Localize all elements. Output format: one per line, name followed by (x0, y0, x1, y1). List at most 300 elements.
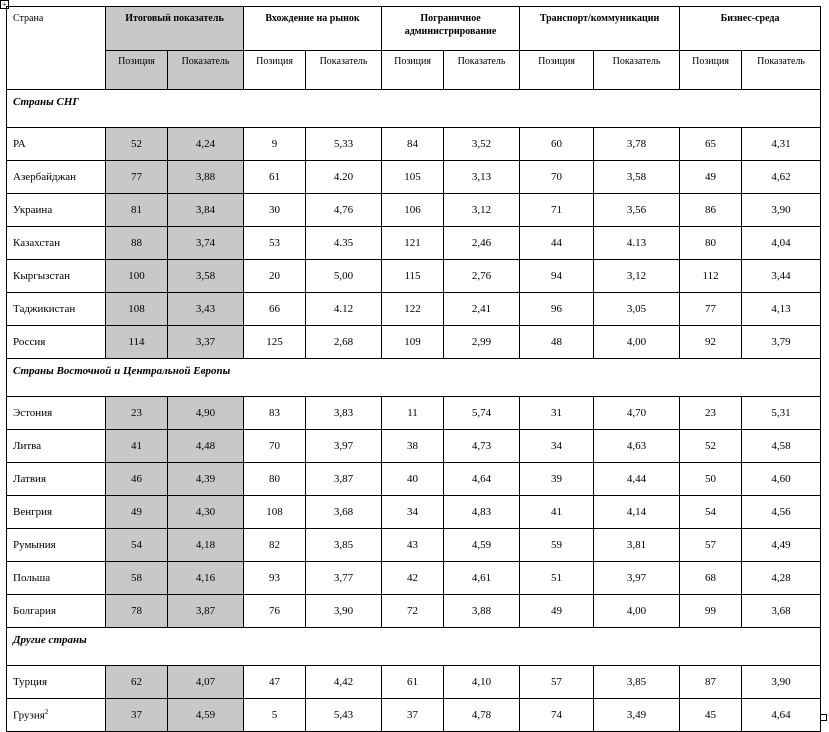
position-cell (244, 293, 306, 326)
cell-text: 4,73 (471, 440, 492, 452)
cell-text: 4,00 (626, 605, 647, 617)
cell-text: 3,68 (333, 506, 354, 518)
cell-text: Украина (13, 204, 53, 216)
cell-text: 77 (705, 303, 717, 315)
cell-text: 77 (131, 171, 142, 183)
footnote-mark: 2 (44, 708, 49, 717)
value-cell (742, 326, 821, 359)
value-cell (742, 666, 821, 699)
cell-text: 4,39 (195, 473, 216, 485)
cell-text: 4,16 (195, 572, 216, 584)
cell-text: 88 (131, 237, 142, 249)
position-cell (680, 227, 742, 260)
cell-text: 52 (131, 138, 142, 150)
cell-text: 4,76 (333, 204, 354, 216)
table-row (7, 128, 821, 161)
value-cell (594, 194, 680, 227)
cell-text: 3,13 (471, 171, 492, 183)
value-cell (444, 260, 520, 293)
cell-text: 3,58 (626, 171, 647, 183)
cell-text: 3,87 (195, 605, 216, 617)
cell-text: 4.20 (333, 171, 354, 183)
cell-text: 81 (131, 204, 142, 216)
position-cell (520, 496, 594, 529)
cell-text: 125 (266, 336, 283, 348)
position-cell (680, 128, 742, 161)
cell-text: 109 (404, 336, 421, 348)
value-cell (444, 595, 520, 628)
cell-text: 9 (271, 138, 278, 150)
cell-text: 4,30 (195, 506, 216, 518)
section-row (7, 628, 821, 666)
cell-text: 3,77 (333, 572, 354, 584)
value-cell (594, 666, 680, 699)
table-row (7, 194, 821, 227)
cell-text: 4,49 (771, 539, 791, 551)
position-cell (520, 227, 594, 260)
cell-text: 4,18 (195, 539, 216, 551)
value-cell (742, 260, 821, 293)
country-name (7, 227, 106, 260)
cell-text: 65 (705, 138, 717, 150)
cell-text: 34 (407, 506, 419, 518)
value-cell (742, 595, 821, 628)
value-cell (444, 496, 520, 529)
position-cell (382, 529, 444, 562)
header-position: Позиция (244, 51, 306, 90)
country-name (7, 496, 106, 529)
value-cell (306, 595, 382, 628)
cell-text: 3,90 (771, 204, 791, 216)
position-cell (680, 260, 742, 293)
table-row (7, 430, 821, 463)
position-cell (520, 128, 594, 161)
value-cell (742, 397, 821, 430)
cell-text: 57 (705, 539, 717, 551)
table-row (7, 227, 821, 260)
cell-text: 47 (269, 676, 281, 688)
cell-text: Румыния (13, 539, 56, 551)
cell-text: 3,74 (195, 237, 216, 249)
position-cell (244, 194, 306, 227)
position-cell (106, 562, 168, 595)
value-cell (444, 666, 520, 699)
header-position: Позиция (382, 51, 444, 90)
cell-text: 3,12 (626, 270, 647, 282)
position-cell (680, 666, 742, 699)
position-cell (106, 326, 168, 359)
cell-text: 4,64 (771, 709, 791, 721)
cell-text: 4,61 (471, 572, 492, 584)
value-cell (594, 260, 680, 293)
cell-text: 82 (269, 539, 281, 551)
table-move-handle-icon[interactable]: + (0, 0, 9, 9)
value-cell (594, 496, 680, 529)
cell-text: 53 (269, 237, 281, 249)
position-cell (244, 227, 306, 260)
cell-text: 92 (705, 336, 717, 348)
position-cell (382, 463, 444, 496)
value-cell (306, 260, 382, 293)
cell-text: Венгрия (13, 506, 53, 518)
position-cell (244, 260, 306, 293)
position-cell (680, 293, 742, 326)
value-cell (306, 430, 382, 463)
country-name (7, 562, 106, 595)
cell-text: 2,41 (471, 303, 492, 315)
cell-text: 4,28 (771, 572, 791, 584)
cell-text: 68 (705, 572, 717, 584)
value-cell (168, 397, 244, 430)
cell-text: 58 (131, 572, 142, 584)
cell-text: 4.13 (626, 237, 647, 249)
value-cell (168, 326, 244, 359)
cell-text: Азербайджан (13, 171, 77, 183)
position-cell (680, 430, 742, 463)
cell-text: 49 (705, 171, 717, 183)
cell-text: 115 (404, 270, 421, 282)
position-cell (520, 194, 594, 227)
cell-text: 108 (128, 303, 145, 315)
position-cell (382, 128, 444, 161)
header-position: Позиция (680, 51, 742, 90)
cell-text: 74 (551, 709, 563, 721)
value-cell (306, 666, 382, 699)
position-cell (520, 293, 594, 326)
value-cell (168, 595, 244, 628)
cell-text: 4.12 (333, 303, 354, 315)
position-cell (106, 595, 168, 628)
value-cell (444, 397, 520, 430)
cell-text: Турция (13, 676, 48, 688)
cell-text: 59 (551, 539, 563, 551)
cell-text: 5,74 (471, 407, 492, 419)
cell-text: 80 (269, 473, 281, 485)
table-row (7, 326, 821, 359)
position-cell (520, 430, 594, 463)
cell-text: Польша (13, 572, 51, 584)
cell-text: 3,90 (771, 676, 791, 688)
position-cell (520, 260, 594, 293)
cell-text: 23 (131, 407, 142, 419)
cell-text: 96 (551, 303, 563, 315)
value-cell (742, 463, 821, 496)
cell-text: 4,90 (195, 407, 216, 419)
cell-text: 62 (131, 676, 142, 688)
cell-text: Казахстан (13, 237, 61, 249)
value-cell (168, 496, 244, 529)
cell-text: 60 (551, 138, 563, 150)
table-row (7, 293, 821, 326)
cell-text: Грузия (13, 709, 45, 722)
cell-text: 99 (705, 605, 717, 617)
cell-text: 84 (407, 138, 419, 150)
cell-text: 50 (705, 473, 717, 485)
position-cell (244, 666, 306, 699)
table-row (7, 463, 821, 496)
cell-text: 3,88 (195, 171, 216, 183)
cell-text: 4,00 (626, 336, 647, 348)
cell-text: 4,48 (195, 440, 216, 452)
cell-text: 71 (551, 204, 563, 216)
cell-text: Литва (13, 440, 42, 452)
cell-text: 5,33 (333, 138, 354, 150)
value-cell (742, 529, 821, 562)
header-position: Позиция (520, 51, 594, 90)
cell-text: 38 (407, 440, 419, 452)
cell-text: Кыргызстан (13, 270, 71, 282)
value-cell (594, 227, 680, 260)
position-cell (382, 496, 444, 529)
value-cell (444, 562, 520, 595)
header-group: Бизнес-среда (680, 7, 821, 51)
position-cell (106, 397, 168, 430)
section-title: Другие страны (7, 628, 821, 666)
section-title: Страны Восточной и Центральной Европы (7, 359, 821, 397)
position-cell (520, 326, 594, 359)
value-cell (594, 595, 680, 628)
value-cell (444, 194, 520, 227)
cell-text: 105 (404, 171, 421, 183)
position-cell (680, 326, 742, 359)
country-name (7, 326, 106, 359)
header-value: Показатель (168, 51, 244, 90)
cell-text: 31 (551, 407, 563, 419)
cell-text: 37 (407, 709, 419, 721)
country-name (7, 194, 106, 227)
country-name (7, 128, 106, 161)
cell-text: 54 (705, 506, 717, 518)
cell-text: 4,07 (195, 676, 216, 688)
position-cell (106, 194, 168, 227)
cell-text: 43 (407, 539, 419, 551)
value-cell (444, 128, 520, 161)
cell-text: 3,52 (471, 138, 492, 150)
position-cell (680, 463, 742, 496)
value-cell (306, 227, 382, 260)
position-cell (244, 430, 306, 463)
cell-text: 41 (131, 440, 142, 452)
position-cell (520, 562, 594, 595)
position-cell (244, 397, 306, 430)
ranking-table (6, 6, 821, 732)
value-cell (444, 430, 520, 463)
cell-text: Болгария (13, 605, 57, 617)
position-cell (520, 595, 594, 628)
value-cell (168, 562, 244, 595)
cell-text: 57 (551, 676, 563, 688)
cell-text: 34 (551, 440, 563, 452)
cell-text: 4,04 (771, 237, 791, 249)
table-row (7, 595, 821, 628)
position-cell (382, 260, 444, 293)
cell-text: 20 (269, 270, 281, 282)
position-cell (106, 430, 168, 463)
position-cell (680, 397, 742, 430)
cell-text: 3,43 (195, 303, 216, 315)
position-cell (680, 194, 742, 227)
cell-text: 3,78 (626, 138, 647, 150)
position-cell (382, 293, 444, 326)
value-cell (168, 260, 244, 293)
cell-text: 42 (407, 572, 419, 584)
value-cell (594, 463, 680, 496)
position-cell (106, 128, 168, 161)
position-cell (680, 161, 742, 194)
value-cell (168, 293, 244, 326)
cell-text: 106 (404, 204, 421, 216)
value-cell (168, 529, 244, 562)
cell-text: 3,05 (626, 303, 647, 315)
cell-text: 4,59 (471, 539, 492, 551)
header-position: Позиция (106, 51, 168, 90)
position-cell (382, 161, 444, 194)
position-cell (382, 595, 444, 628)
country-name (7, 397, 106, 430)
value-cell (742, 161, 821, 194)
position-cell (382, 326, 444, 359)
position-cell (244, 128, 306, 161)
cell-text: 3,84 (195, 204, 216, 216)
value-cell (742, 430, 821, 463)
cell-text: 5,00 (333, 270, 354, 282)
cell-text: 3,97 (333, 440, 354, 452)
cell-text: 122 (404, 303, 421, 315)
cell-text: 61 (407, 676, 419, 688)
table-resize-handle-icon[interactable] (820, 714, 827, 721)
value-cell (168, 666, 244, 699)
cell-text: 54 (131, 539, 142, 551)
cell-text: 78 (131, 605, 142, 617)
country-name (7, 463, 106, 496)
cell-text: 66 (269, 303, 281, 315)
table-row (7, 562, 821, 595)
position-cell (106, 293, 168, 326)
value-cell (742, 194, 821, 227)
cell-text: 4,63 (626, 440, 647, 452)
cell-text: 3,97 (626, 572, 647, 584)
value-cell (168, 463, 244, 496)
cell-text: 121 (404, 237, 421, 249)
table-row (7, 397, 821, 430)
position-cell (680, 496, 742, 529)
value-cell (444, 463, 520, 496)
value-cell (306, 161, 382, 194)
value-cell (742, 128, 821, 161)
cell-text: 4,83 (471, 506, 492, 518)
cell-text: 4,14 (626, 506, 647, 518)
cell-text: 39 (551, 473, 563, 485)
country-name (7, 293, 106, 326)
header-group: Вхождение на рынок (244, 7, 382, 51)
cell-text: 11 (407, 407, 418, 419)
cell-text: 4,70 (626, 407, 647, 419)
value-cell (168, 161, 244, 194)
cell-text: 61 (269, 171, 281, 183)
position-cell (520, 397, 594, 430)
position-cell (680, 562, 742, 595)
cell-text: 4,42 (333, 676, 354, 688)
value-cell (594, 326, 680, 359)
cell-text: 4,24 (195, 138, 216, 150)
cell-text: Россия (13, 336, 46, 348)
value-cell (742, 227, 821, 260)
cell-text: 100 (128, 270, 145, 282)
value-cell (306, 326, 382, 359)
cell-text: 3,58 (195, 270, 216, 282)
cell-text: 5,43 (333, 709, 354, 721)
cell-text: 45 (705, 709, 717, 721)
value-cell (168, 128, 244, 161)
position-cell (520, 463, 594, 496)
cell-text: 93 (269, 572, 281, 584)
header-value: Показатель (306, 51, 382, 90)
position-cell (382, 562, 444, 595)
cell-text: 3,88 (471, 605, 492, 617)
header-value: Показатель (594, 51, 680, 90)
position-cell (244, 463, 306, 496)
cell-text: 86 (705, 204, 717, 216)
cell-text: 51 (551, 572, 563, 584)
cell-text: 5,31 (771, 407, 791, 419)
position-cell (106, 496, 168, 529)
position-cell (520, 666, 594, 699)
value-cell (306, 397, 382, 430)
value-cell (444, 326, 520, 359)
cell-text: 41 (551, 506, 563, 518)
value-cell (594, 161, 680, 194)
cell-text: 4,56 (771, 506, 791, 518)
position-cell (244, 562, 306, 595)
cell-text: 114 (128, 336, 145, 348)
value-cell (444, 529, 520, 562)
cell-text: 3,81 (626, 539, 647, 551)
cell-text: 4,31 (771, 138, 791, 150)
value-cell (594, 397, 680, 430)
cell-text: 70 (269, 440, 281, 452)
cell-text: 2,68 (333, 336, 354, 348)
position-cell (680, 595, 742, 628)
cell-text: 3,90 (333, 605, 354, 617)
cell-text: 3,56 (626, 204, 647, 216)
cell-text: 87 (705, 676, 717, 688)
position-cell (382, 430, 444, 463)
position-cell (520, 529, 594, 562)
value-cell (594, 293, 680, 326)
header-group: Транспорт/коммуникации (520, 7, 680, 51)
value-cell (168, 194, 244, 227)
value-cell (742, 293, 821, 326)
value-cell (306, 529, 382, 562)
cell-text: 80 (705, 237, 717, 249)
country-name (7, 529, 106, 562)
position-cell (106, 463, 168, 496)
value-cell (306, 194, 382, 227)
position-cell (382, 227, 444, 260)
value-cell (168, 430, 244, 463)
cell-text: 3,79 (771, 336, 791, 348)
header-country: Страна (7, 7, 106, 90)
cell-text: 52 (705, 440, 717, 452)
country-name (7, 430, 106, 463)
cell-text: 4,62 (771, 171, 791, 183)
cell-text: 94 (551, 270, 563, 282)
cell-text: 46 (131, 473, 142, 485)
header-group: Пограничное администрирование (382, 7, 520, 51)
section-title: Страны СНГ (7, 90, 821, 128)
position-cell (244, 595, 306, 628)
position-cell (106, 260, 168, 293)
